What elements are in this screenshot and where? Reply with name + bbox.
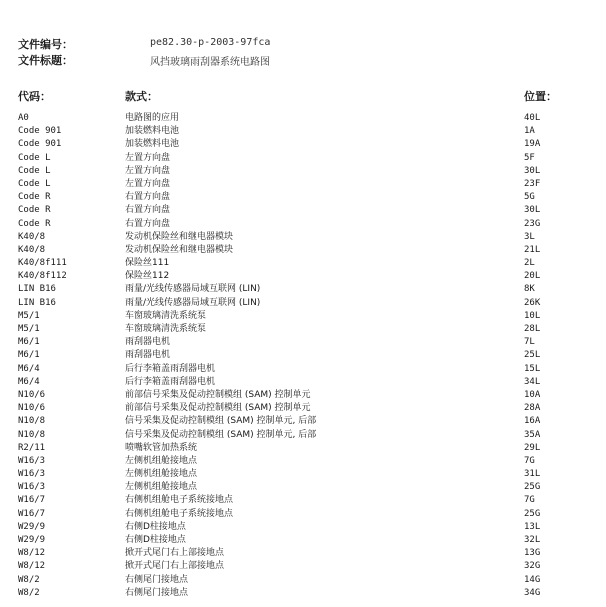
- row-position: 28L: [524, 324, 541, 334]
- row-position: 10L: [524, 310, 541, 321]
- table-row: [0, 508, 606, 521]
- row-position: 30L: [524, 165, 541, 176]
- table-row: [0, 336, 606, 349]
- row-code: Code 901: [18, 126, 62, 137]
- row-description: 保险丝112: [125, 271, 170, 282]
- row-position: 28A: [524, 403, 541, 414]
- table-row: [0, 218, 606, 231]
- table-row: [0, 468, 606, 481]
- row-position: 32G: [524, 561, 541, 572]
- column-header-pos: 位置：: [524, 90, 557, 103]
- row-position: 25L: [524, 350, 541, 361]
- row-code: Code 901: [18, 139, 62, 150]
- row-position: 29L: [524, 442, 541, 453]
- row-position: 3L: [524, 231, 535, 242]
- row-code: LIN B16: [18, 297, 56, 308]
- table-row: [0, 494, 606, 507]
- table-row: [0, 429, 606, 442]
- row-position: 34L: [524, 376, 541, 387]
- row-code: W8/2: [18, 574, 40, 585]
- table-row: [0, 534, 606, 547]
- row-code: N10/8: [18, 416, 46, 427]
- row-position: 7L: [524, 337, 535, 348]
- row-description: 左侧机组舱接地点: [125, 482, 198, 493]
- table-row: [0, 442, 606, 455]
- row-description: 右侧D柱接地点: [125, 521, 186, 532]
- row-description: 雨刮器电机: [125, 350, 171, 361]
- row-position: 10A: [524, 389, 541, 400]
- row-code: W29/9: [18, 521, 46, 532]
- table-row: [0, 178, 606, 191]
- table-row: [0, 204, 606, 217]
- doc-title-value: 风挡玻璃雨刮器系统电路图: [150, 57, 270, 68]
- row-description: 左置方向盘: [125, 165, 171, 176]
- row-position: 25G: [524, 508, 541, 519]
- row-position: 13G: [524, 548, 541, 559]
- table-row: [0, 152, 606, 165]
- row-position: 34G: [524, 587, 541, 598]
- row-description: 左侧机组舱接地点: [125, 455, 198, 466]
- table-row: [0, 547, 606, 560]
- row-position: 32L: [524, 535, 541, 545]
- row-description: 右侧D柱接地点: [125, 535, 186, 545]
- row-position: 7G: [524, 455, 535, 466]
- row-position: 14G: [524, 574, 541, 585]
- table-row: [0, 231, 606, 244]
- row-position: 15L: [524, 363, 541, 374]
- row-description: 信号采集及促动控制模组 (SAM) 控制单元, 后部: [125, 416, 317, 427]
- column-header-desc: 款式：: [125, 90, 158, 103]
- row-code: W16/7: [18, 495, 46, 506]
- row-description: 右置方向盘: [125, 218, 171, 229]
- row-description: 左置方向盘: [125, 152, 171, 163]
- row-code: Code R: [18, 205, 51, 216]
- row-description: 发动机保险丝和继电器模块: [125, 244, 234, 255]
- row-code: K40/8f111: [18, 258, 67, 269]
- row-code: W29/9: [18, 535, 46, 545]
- row-code: M5/1: [18, 324, 40, 334]
- column-header-code: 代码：: [18, 90, 51, 103]
- row-code: W16/3: [18, 469, 46, 480]
- row-description: 保险丝111: [125, 258, 170, 269]
- table-row: [0, 257, 606, 270]
- row-code: W8/2: [18, 587, 40, 598]
- row-position: 19A: [524, 139, 541, 150]
- row-position: 1A: [524, 126, 535, 137]
- row-description: 左侧机组舱接地点: [125, 469, 198, 480]
- row-position: 5G: [524, 192, 535, 203]
- component-table: [0, 112, 606, 600]
- row-description: 右置方向盘: [125, 192, 171, 203]
- row-code: W8/12: [18, 548, 46, 559]
- table-row: [0, 455, 606, 468]
- row-code: M6/1: [18, 337, 40, 348]
- table-row: [0, 574, 606, 587]
- row-code: N10/6: [18, 403, 46, 414]
- row-description: 后行李箱盖雨刮器电机: [125, 376, 216, 387]
- table-row: [0, 297, 606, 310]
- row-code: LIN B16: [18, 284, 56, 295]
- row-position: 16A: [524, 416, 541, 427]
- row-position: 30L: [524, 205, 541, 216]
- row-description: 雨量/光线传感器局域互联网 (LIN): [125, 284, 261, 295]
- doc-number-value: pe82.30-p-2003-97fca: [150, 37, 271, 48]
- table-row: [0, 125, 606, 138]
- row-code: Code R: [18, 218, 51, 229]
- row-code: M6/4: [18, 363, 40, 374]
- row-description: 加装燃料电池: [125, 126, 180, 137]
- row-description: 信号采集及促动控制模组 (SAM) 控制单元, 后部: [125, 429, 317, 440]
- row-position: 21L: [524, 244, 541, 255]
- table-row: [0, 402, 606, 415]
- row-description: 右置方向盘: [125, 205, 171, 216]
- table-row: [0, 363, 606, 376]
- row-code: A0: [18, 113, 29, 123]
- row-code: W8/12: [18, 561, 46, 572]
- row-description: 雨量/光线传感器局域互联网 (LIN): [125, 297, 261, 308]
- table-row: [0, 376, 606, 389]
- row-position: 2L: [524, 258, 535, 269]
- row-description: 右侧机组舱电子系统接地点: [125, 495, 234, 506]
- row-position: 40L: [524, 113, 541, 123]
- row-code: K40/8f112: [18, 271, 67, 282]
- table-row: [0, 349, 606, 362]
- row-description: 喷嘴软管加热系统: [125, 442, 198, 453]
- row-position: 5F: [524, 152, 535, 163]
- row-code: W16/3: [18, 482, 46, 493]
- row-description: 右侧尾门接地点: [125, 587, 189, 598]
- table-row: [0, 165, 606, 178]
- row-position: 13L: [524, 521, 541, 532]
- doc-number-label: 文件编号：: [18, 38, 73, 51]
- row-code: N10/6: [18, 389, 46, 400]
- row-position: 23F: [524, 178, 541, 189]
- row-description: 后行李箱盖雨刮器电机: [125, 363, 216, 374]
- row-code: M5/1: [18, 310, 40, 321]
- row-code: Code L: [18, 152, 51, 163]
- row-description: 电路图的应用: [125, 113, 180, 123]
- row-position: 26K: [524, 297, 541, 308]
- table-row: [0, 415, 606, 428]
- row-description: 右侧尾门接地点: [125, 574, 189, 585]
- row-description: 前部信号采集及促动控制模组 (SAM) 控制单元: [125, 403, 311, 414]
- row-description: 加装燃料电池: [125, 139, 180, 150]
- row-code: Code L: [18, 178, 51, 189]
- row-position: 20L: [524, 271, 541, 282]
- row-position: 7G: [524, 495, 535, 506]
- row-position: 31L: [524, 469, 541, 480]
- row-description: 车窗玻璃清洗系统泵: [125, 310, 207, 321]
- row-position: 8K: [524, 284, 535, 295]
- doc-title-label: 文件标题：: [18, 54, 73, 67]
- row-code: M6/4: [18, 376, 40, 387]
- table-row: [0, 283, 606, 296]
- table-row: [0, 138, 606, 151]
- row-description: 掀开式尾门右上部接地点: [125, 561, 225, 572]
- table-row: [0, 481, 606, 494]
- table-row: [0, 323, 606, 336]
- table-row: [0, 191, 606, 204]
- row-code: K40/8: [18, 231, 46, 242]
- table-row: [0, 244, 606, 257]
- table-row: [0, 112, 606, 125]
- row-code: K40/8: [18, 244, 46, 255]
- table-row: [0, 587, 606, 600]
- row-description: 前部信号采集及促动控制模组 (SAM) 控制单元: [125, 389, 311, 400]
- row-code: R2/11: [18, 442, 46, 453]
- table-row: [0, 521, 606, 534]
- row-code: Code R: [18, 192, 51, 203]
- row-description: 掀开式尾门右上部接地点: [125, 548, 225, 559]
- row-description: 发动机保险丝和继电器模块: [125, 231, 234, 242]
- row-position: 25G: [524, 482, 541, 493]
- row-code: M6/1: [18, 350, 40, 361]
- row-code: Code L: [18, 165, 51, 176]
- row-code: N10/8: [18, 429, 46, 440]
- table-row: [0, 560, 606, 573]
- row-description: 右侧机组舱电子系统接地点: [125, 508, 234, 519]
- row-position: 23G: [524, 218, 541, 229]
- row-description: 雨刮器电机: [125, 337, 171, 348]
- table-row: [0, 310, 606, 323]
- table-row: [0, 270, 606, 283]
- table-row: [0, 389, 606, 402]
- row-code: W16/7: [18, 508, 46, 519]
- row-description: 左置方向盘: [125, 178, 171, 189]
- row-code: W16/3: [18, 455, 46, 466]
- row-description: 车窗玻璃清洗系统泵: [125, 324, 207, 334]
- row-position: 35A: [524, 429, 541, 440]
